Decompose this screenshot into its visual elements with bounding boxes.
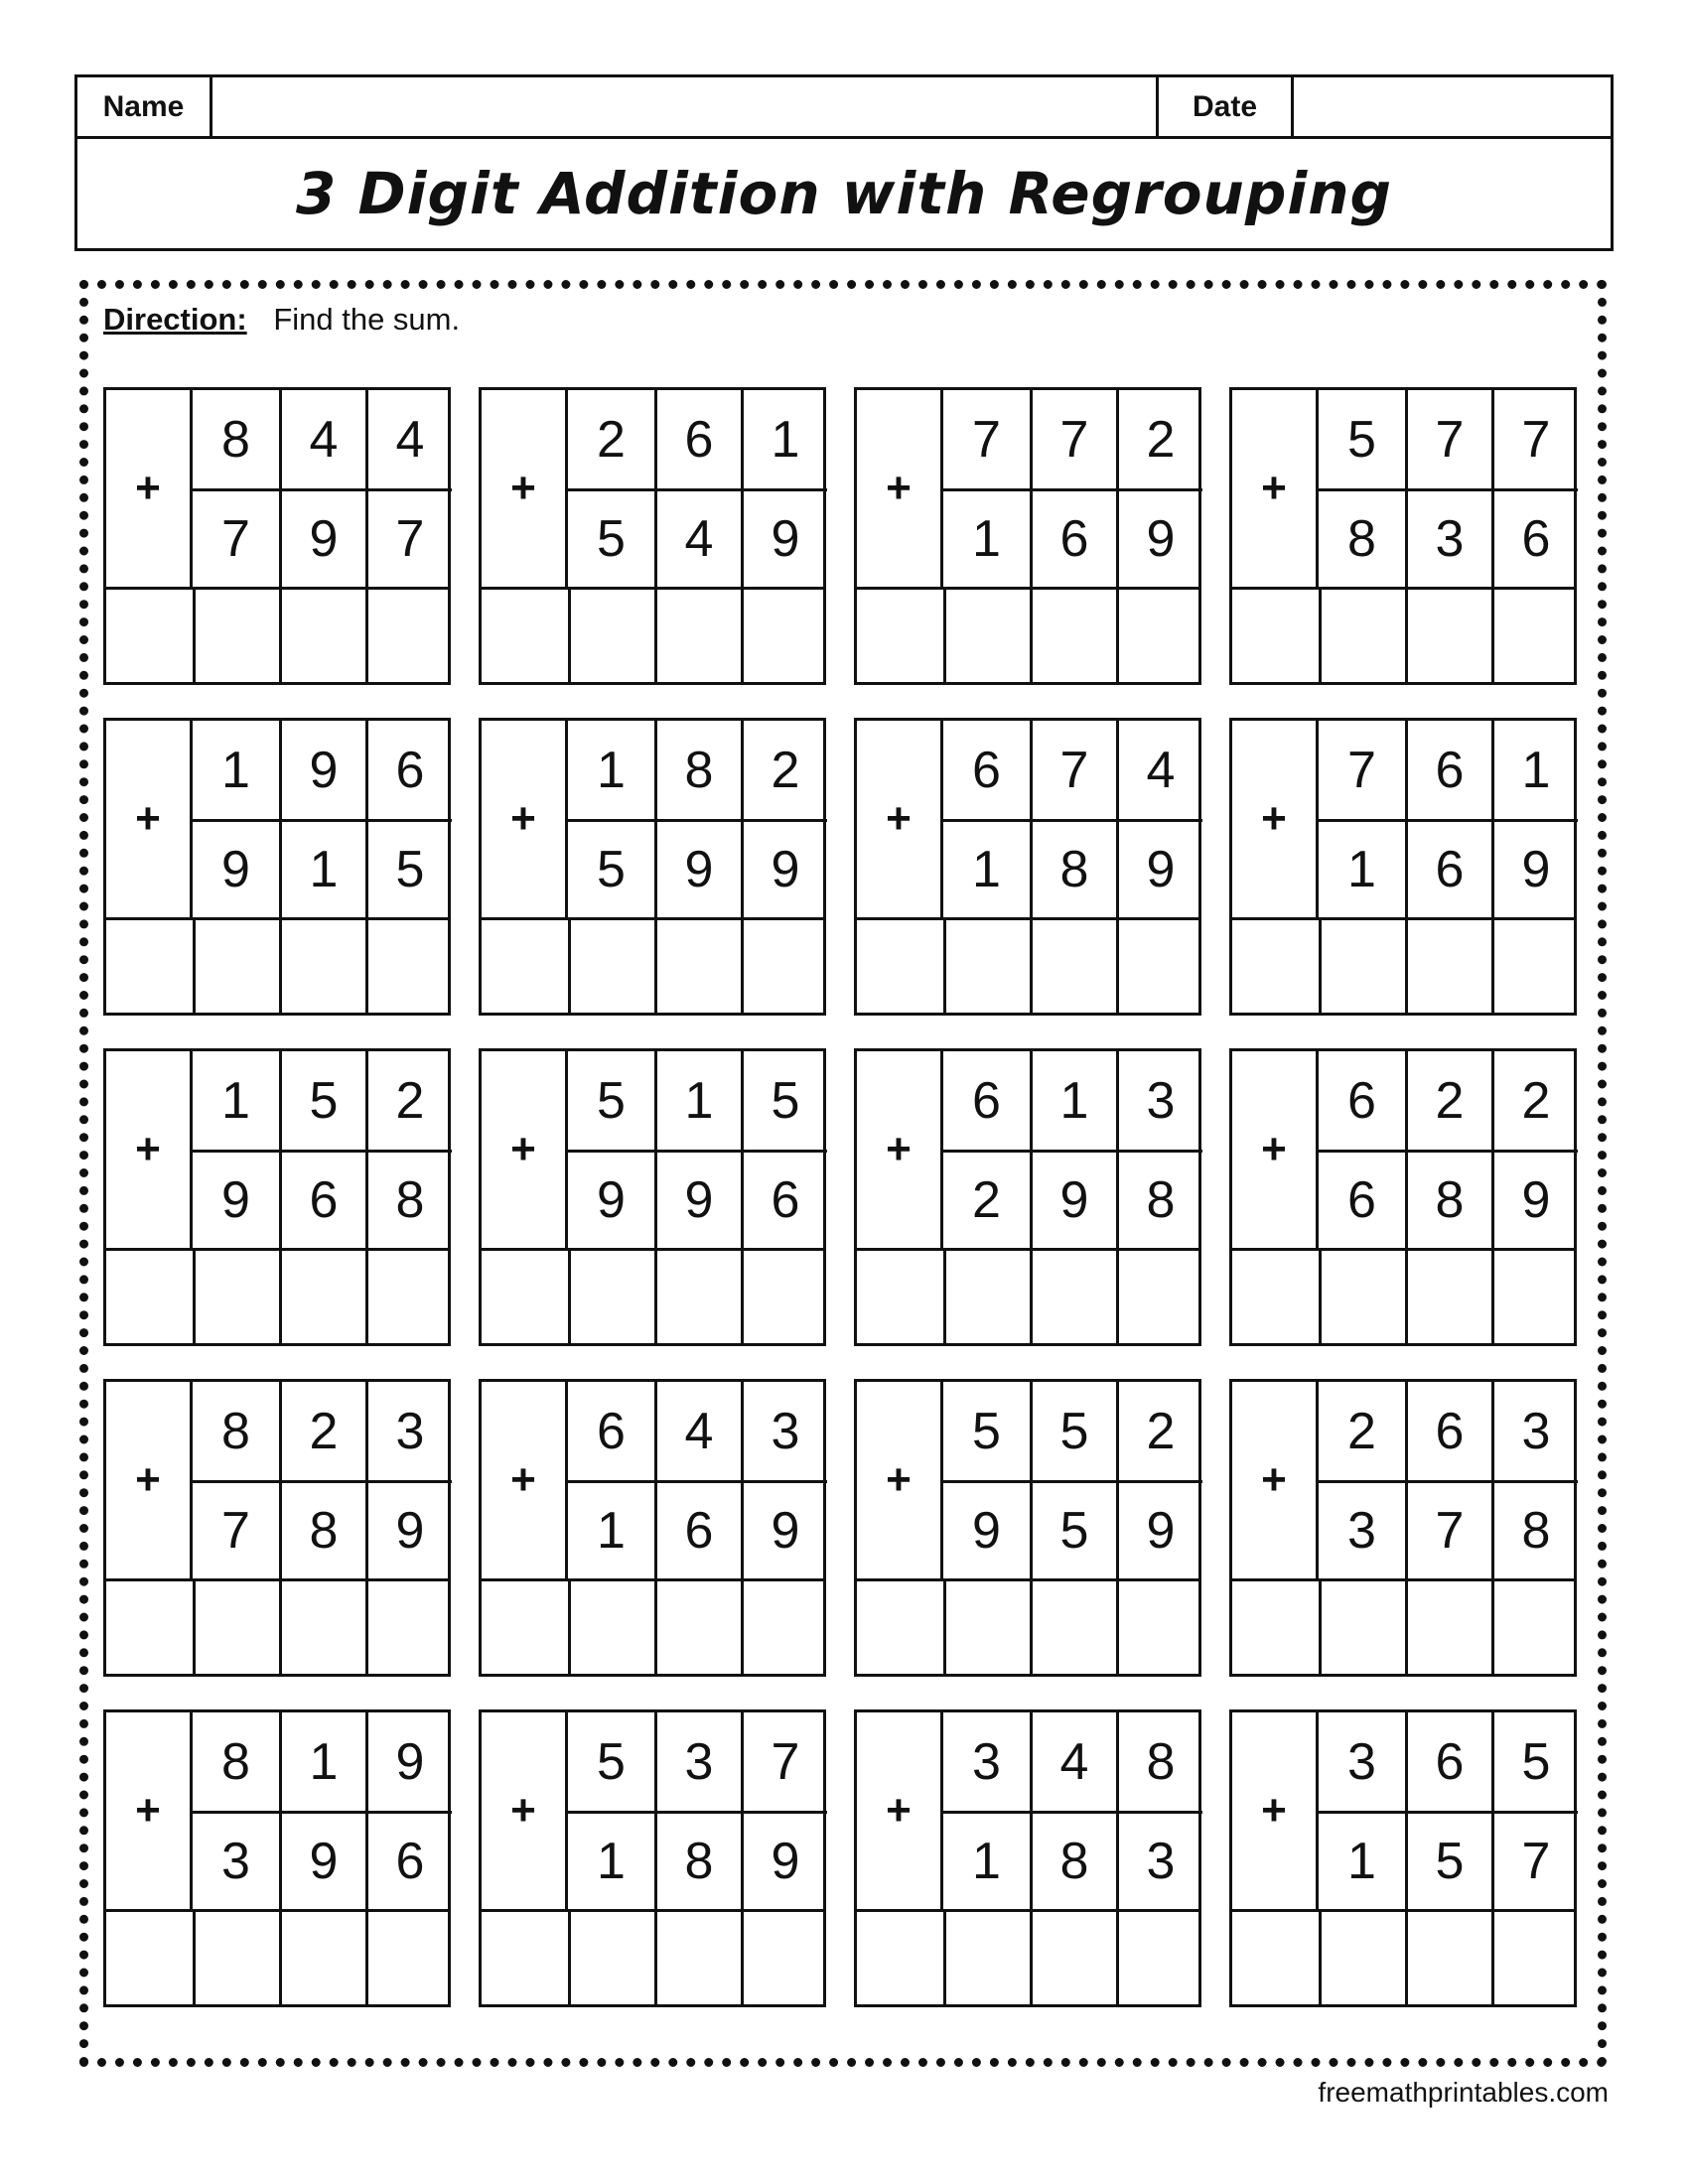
answer-cell[interactable] [654,1578,741,1677]
bottom-digit: 6 [1405,819,1491,917]
bottom-digit: 9 [1491,1150,1578,1248]
answer-cell[interactable] [943,1248,1030,1346]
answer-cell[interactable] [1405,1248,1491,1346]
answer-cell[interactable] [943,1909,1030,2007]
problem-box [103,1379,451,1677]
bottom-digit: 5 [1030,1480,1116,1578]
header-box [74,74,1614,251]
bottom-digit: 1 [943,819,1030,917]
top-digit: 5 [1347,410,1376,469]
name-date-row [77,77,1611,139]
answer-cell[interactable] [1319,587,1405,685]
top-digit: 2 [597,410,626,469]
top-digit: 1 [221,1071,250,1130]
answer-cell[interactable] [482,917,568,1016]
top-digit: 8 [221,410,250,469]
bottom-digit: 9 [568,1150,654,1248]
answer-cell[interactable] [1116,917,1198,1016]
answer-cell[interactable] [482,1578,568,1677]
bottom-digit: 6 [1491,488,1578,587]
answer-cell[interactable] [1491,1248,1574,1346]
plus-sign: + [1232,721,1319,917]
bottom-digit: 9 [1491,819,1578,917]
bottom-digit: 8 [1319,488,1405,587]
bottom-digit: 8 [279,1480,365,1578]
answer-cell[interactable] [654,587,741,685]
top-digit: 1 [1030,1051,1116,1150]
problem-box [103,387,451,685]
top-digit: 2 [1116,1382,1202,1480]
answer-cell[interactable] [741,1248,823,1346]
top-digit: 1 [741,390,827,488]
bottom-digit: 6 [741,1150,827,1248]
answer-cell[interactable] [1030,1248,1116,1346]
bottom-digit: 9 [943,1480,1030,1578]
top-digit: 8 [221,1402,250,1460]
plus-sign: + [482,1382,568,1578]
answer-cell[interactable] [1319,917,1405,1016]
bottom-digit: 9 [654,1150,741,1248]
bottom-digit: 8 [1405,1150,1491,1248]
answer-cell[interactable] [1232,1909,1319,2007]
top-digit: 2 [1405,1051,1491,1150]
top-digit: 1 [597,741,626,799]
answer-cell[interactable] [1232,587,1319,685]
answer-cell[interactable] [1319,1578,1405,1677]
bottom-digit: 6 [365,1811,452,1909]
bottom-digit: 9 [279,1811,365,1909]
answer-cell[interactable] [482,587,568,685]
top-digit: 6 [597,1402,626,1460]
top-digit: 6 [1405,1712,1491,1811]
bottom-digit: 7 [1405,1480,1491,1578]
answer-cell[interactable] [1030,1578,1116,1677]
bottom-digit: 9 [654,819,741,917]
answer-cell[interactable] [106,917,193,1016]
top-digit: 3 [1116,1051,1202,1150]
problem-box [1229,1379,1577,1677]
answer-cell[interactable] [857,917,943,1016]
top-digit: 5 [597,1732,626,1791]
answer-cell[interactable] [1116,1909,1198,2007]
top-digit: 5 [1491,1712,1578,1811]
top-digit: 6 [365,721,452,819]
answer-cell[interactable] [1116,1248,1198,1346]
top-digit: 6 [654,390,741,488]
answer-cell[interactable] [365,1248,448,1346]
top-digit: 6 [1405,721,1491,819]
plus-sign: + [482,390,568,587]
top-digit: 5 [597,1071,626,1130]
top-digit: 7 [741,1712,827,1811]
bottom-digit: 9 [365,1480,452,1578]
answer-cell[interactable] [943,917,1030,1016]
answer-cell[interactable] [741,1578,823,1677]
top-digit: 9 [279,721,365,819]
top-digit: 7 [1405,390,1491,488]
answer-cell[interactable] [365,1909,448,2007]
top-digit: 5 [279,1051,365,1150]
top-digit: 2 [279,1382,365,1480]
answer-cell[interactable] [279,1248,365,1346]
bottom-digit: 9 [193,1150,279,1248]
bottom-digit: 3 [193,1811,279,1909]
plus-sign: + [857,721,943,917]
answer-cell[interactable] [106,1578,193,1677]
plus-sign: + [1232,1712,1319,1909]
bottom-digit: 1 [279,819,365,917]
plus-sign: + [482,721,568,917]
plus-sign: + [1232,390,1319,587]
answer-cell[interactable] [568,1578,654,1677]
top-digit: 2 [1347,1402,1376,1460]
problem-box [103,718,451,1016]
top-digit: 8 [1116,1712,1202,1811]
answer-cell[interactable] [365,1578,448,1677]
worksheet-title: 3 Digit Addition with Regrouping [295,160,1393,227]
bottom-digit: 6 [279,1150,365,1248]
problem-box [479,1709,826,2007]
top-digit: 2 [365,1051,452,1150]
top-digit: 4 [365,390,452,488]
bottom-digit: 9 [1030,1150,1116,1248]
bottom-digit: 5 [365,819,452,917]
answer-cell[interactable] [279,1578,365,1677]
answer-cell[interactable] [1491,1909,1574,2007]
answer-cell[interactable] [365,917,448,1016]
bottom-digit: 7 [193,488,279,587]
bottom-digit: 9 [1116,488,1202,587]
top-digit: 6 [972,741,1001,799]
problem-box [1229,387,1577,685]
bottom-digit: 7 [193,1480,279,1578]
bottom-digit: 9 [741,488,827,587]
answer-cell[interactable] [654,917,741,1016]
answer-cell[interactable] [1232,917,1319,1016]
bottom-digit: 4 [654,488,741,587]
answer-cell[interactable] [741,587,823,685]
date-label: Date [1159,77,1294,136]
footer-site: freemathprintables.com [1318,2077,1609,2108]
plus-sign: + [857,1382,943,1578]
problem-box [479,387,826,685]
top-digit: 8 [654,721,741,819]
top-digit: 9 [365,1712,452,1811]
bottom-digit: 1 [943,488,1030,587]
problem-box [479,1048,826,1346]
answer-cell[interactable] [568,917,654,1016]
bottom-digit: 1 [943,1811,1030,1909]
top-digit: 1 [654,1051,741,1150]
problem-box [854,1709,1201,2007]
problem-box [479,1379,826,1677]
bottom-digit: 1 [568,1811,654,1909]
answer-cell[interactable] [279,917,365,1016]
answer-cell[interactable] [1405,1578,1491,1677]
top-digit: 1 [221,741,250,799]
answer-cell[interactable] [741,917,823,1016]
problem-box [1229,1048,1577,1346]
answer-cell[interactable] [857,1578,943,1677]
answer-cell[interactable] [857,587,943,685]
bottom-digit: 8 [1116,1150,1202,1248]
problem-box [854,718,1201,1016]
answer-cell[interactable] [1405,1909,1491,2007]
top-digit: 1 [279,1712,365,1811]
bottom-digit: 9 [741,1480,827,1578]
plus-sign: + [106,721,193,917]
date-field[interactable] [1294,77,1611,136]
bottom-digit: 6 [654,1480,741,1578]
bottom-digit: 8 [365,1150,452,1248]
answer-cell[interactable] [1491,917,1574,1016]
answer-cell[interactable] [943,1578,1030,1677]
top-digit: 3 [972,1732,1001,1791]
top-digit: 3 [365,1382,452,1480]
plus-sign: + [106,1382,193,1578]
problem-box [479,718,826,1016]
direction [103,302,460,338]
problem-box [103,1048,451,1346]
answer-cell[interactable] [193,1578,279,1677]
bottom-digit: 9 [1116,819,1202,917]
bottom-digit: 5 [568,488,654,587]
problem-box [854,387,1201,685]
direction-text: Find the sum. [273,302,461,337]
answer-cell[interactable] [1116,1578,1198,1677]
top-digit: 7 [972,410,1001,469]
answer-cell[interactable] [857,1909,943,2007]
problem-box [854,1048,1201,1346]
answer-cell[interactable] [568,1248,654,1346]
bottom-digit: 9 [193,819,279,917]
answer-cell[interactable] [943,587,1030,685]
problem-box [854,1379,1201,1677]
answer-cell[interactable] [193,1909,279,2007]
top-digit: 7 [1030,390,1116,488]
top-digit: 2 [741,721,827,819]
answer-cell[interactable] [1405,917,1491,1016]
answer-cell[interactable] [741,1909,823,2007]
answer-cell[interactable] [106,587,193,685]
answer-cell[interactable] [568,1909,654,2007]
answer-cell[interactable] [106,1909,193,2007]
top-digit: 5 [972,1402,1001,1460]
top-digit: 2 [1491,1051,1578,1150]
answer-cell[interactable] [1030,1909,1116,2007]
bottom-digit: 9 [741,819,827,917]
top-digit: 2 [1116,390,1202,488]
answer-cell[interactable] [654,1909,741,2007]
answer-cell[interactable] [654,1248,741,1346]
answer-cell[interactable] [1030,917,1116,1016]
name-label: Name [77,77,212,136]
plus-sign: + [857,1051,943,1248]
answer-cell[interactable] [279,1909,365,2007]
bottom-digit: 8 [1030,819,1116,917]
problem-box [1229,718,1577,1016]
answer-cell[interactable] [1491,1578,1574,1677]
top-digit: 7 [1347,741,1376,799]
top-digit: 7 [1030,721,1116,819]
bottom-digit: 7 [1491,1811,1578,1909]
answer-cell[interactable] [1030,587,1116,685]
top-digit: 5 [1030,1382,1116,1480]
bottom-digit: 6 [1030,488,1116,587]
answer-cell[interactable] [106,1248,193,1346]
bottom-digit: 3 [1319,1480,1405,1578]
answer-cell[interactable] [482,1248,568,1346]
top-digit: 3 [1347,1732,1376,1791]
plus-sign: + [1232,1051,1319,1248]
answer-cell[interactable] [193,917,279,1016]
answer-cell[interactable] [568,587,654,685]
plus-sign: + [857,1712,943,1909]
bottom-digit: 1 [568,1480,654,1578]
top-digit: 7 [1491,390,1578,488]
plus-sign: + [106,1712,193,1909]
bottom-digit: 8 [1491,1480,1578,1578]
top-digit: 6 [972,1071,1001,1130]
answer-cell[interactable] [279,587,365,685]
top-digit: 5 [741,1051,827,1150]
bottom-digit: 8 [654,1811,741,1909]
top-digit: 3 [741,1382,827,1480]
bottom-digit: 9 [279,488,365,587]
top-digit: 3 [654,1712,741,1811]
answer-cell[interactable] [1319,1909,1405,2007]
top-digit: 6 [1405,1382,1491,1480]
bottom-digit: 9 [1116,1480,1202,1578]
name-field[interactable] [212,77,1159,136]
answer-cell[interactable] [193,587,279,685]
direction-label: Direction: [103,302,247,337]
answer-cell[interactable] [365,587,448,685]
top-digit: 3 [1491,1382,1578,1480]
top-digit: 4 [654,1382,741,1480]
bottom-digit: 2 [943,1150,1030,1248]
problem-box [103,1709,451,2007]
bottom-digit: 7 [365,488,452,587]
answer-cell[interactable] [1232,1578,1319,1677]
bottom-digit: 6 [1319,1150,1405,1248]
plus-sign: + [1232,1382,1319,1578]
plus-sign: + [857,390,943,587]
top-digit: 1 [1491,721,1578,819]
answer-cell[interactable] [482,1909,568,2007]
problem-box [1229,1709,1577,2007]
answer-cell[interactable] [1491,587,1574,685]
top-digit: 4 [1116,721,1202,819]
plus-sign: + [482,1051,568,1248]
bottom-digit: 1 [1319,819,1405,917]
bottom-digit: 5 [568,819,654,917]
bottom-digit: 9 [741,1811,827,1909]
answer-cell[interactable] [1319,1248,1405,1346]
answer-cell[interactable] [1232,1248,1319,1346]
answer-cell[interactable] [193,1248,279,1346]
bottom-digit: 8 [1030,1811,1116,1909]
top-digit: 8 [221,1732,250,1791]
answer-cell[interactable] [1116,587,1198,685]
top-digit: 6 [1347,1071,1376,1130]
plus-sign: + [106,1051,193,1248]
bottom-digit: 3 [1405,488,1491,587]
bottom-digit: 3 [1116,1811,1202,1909]
plus-sign: + [482,1712,568,1909]
bottom-digit: 5 [1405,1811,1491,1909]
answer-cell[interactable] [1405,587,1491,685]
plus-sign: + [106,390,193,587]
answer-cell[interactable] [857,1248,943,1346]
top-digit: 4 [279,390,365,488]
top-digit: 4 [1030,1712,1116,1811]
bottom-digit: 1 [1319,1811,1405,1909]
